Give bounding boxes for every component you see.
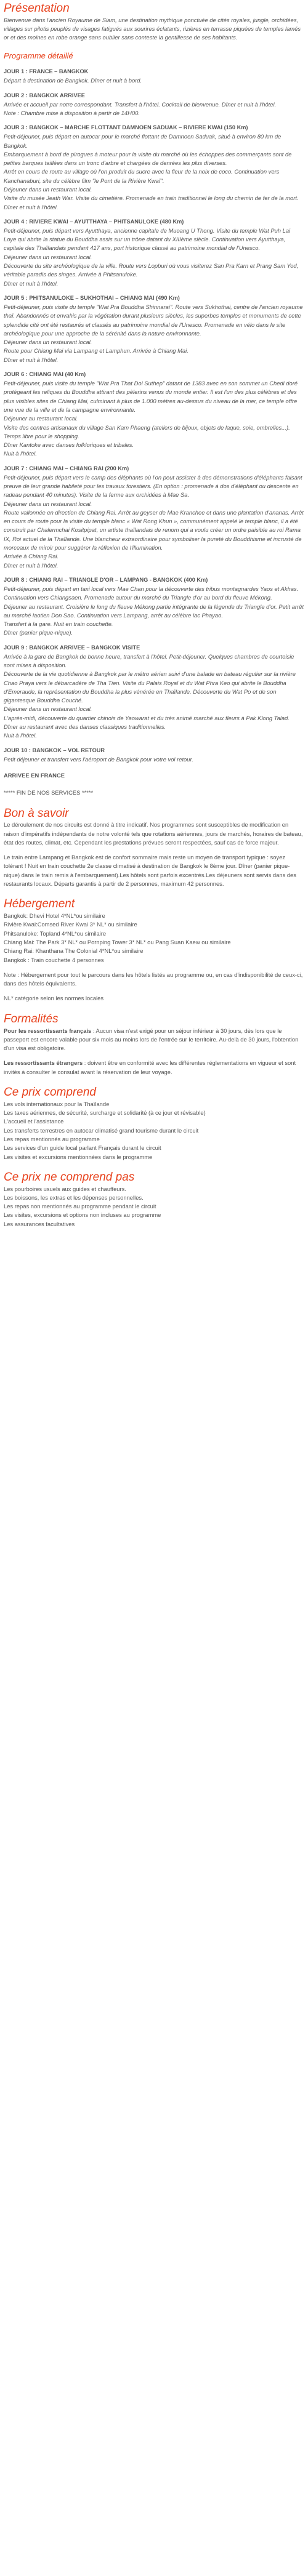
hotel-item: Bangkok: Dhevi Hotel 4*NL*ou similaire (4, 912, 105, 920)
not-included-item: Les boissons, les extras et les dépenses personnelles. (4, 1194, 144, 1201)
day-description: Petit déjeuner et transfert vers l'aéroport de Bangkok pour votre vol retour. (4, 755, 193, 763)
included-item: Les vols internationaux pour la Thaïlande (4, 1100, 110, 1107)
not-included-list (4, 1185, 304, 1229)
section-title-hebergement: Hébergement (4, 897, 75, 911)
hotel-item: Chiang Mai: The Park 3* NL* ou Pornping Tower 3* NL* ou Pang Suan Kaew ou similaire (4, 939, 231, 945)
page (0, 0, 308, 1240)
day-description: Petit-déjeuner, puis départ vers le camp des éléphants où l'on peut assister à des démonstrations d'éléphants faisant preuve de leur grande habileté pour les travaux forestiers. (En option : promenade à dos d'éléphant ou descente en radeau pendant 40 minutes). Visite de la ferme aux orchidées à Mae Sa. Déjeuner dans un restaurant local. Route vallonnée en direction de Chiang Rai. Arrêt au geyser de Mae Kranchee et dans une plantation d'ananas. Arrêt en cours de route pour la visite du temple blanc « Wat Rong Khun », communément appelé le temple blanc, il a été construit par Chalermchai Kositpipat, un artiste thaïlandais de renom qui a voulu créer un ordre paisible au roi Rama IX, Roi actuel de la Thaïlande. Une blancheur extraordinaire pour symboliser la pureté du Bouddhisme et incrusté de morceaux de miroir pour suggérer la réflexion de l'illumination. Arrivée à Chiang Rai. Dîner et nuit à l'hôtel. (4, 473, 304, 569)
day-description: Petit-déjeuner, puis visite du temple "Wat Pra Bouddha Shinnarai". Route vers Sukhothai, centre de l'ancien royaume thaï. Abandonnés et envahis par la végétation durant plusieurs siècles, les superbes temples et monuments de cette splendide cité ont été restaurés et classés au patrimoine mondial de l'Unesco. Promenade en vélo dans le site archéologique pour une approche de la sérénité dans la nature environnante. Déjeuner dans un restaurant local. Route pour Chiang Mai via Lampang et Lamphun. Arrivée à Chiang Mai. Dîner et nuit à l'hôtel. (4, 303, 303, 363)
end-of-services: ***** FIN DE NOS SERVICES ***** (4, 789, 94, 796)
section-title-bon-a-savoir: Bon à savoir (4, 806, 69, 820)
included-item: Les transferts terrestres en autocar climatisé grand tourisme durant le circuit (4, 1126, 199, 1134)
formalites-foreign-text: : doivent être en conformité avec les différentes réglementations en vigueur et sont invités à consulter le consulat avant la réservation de leur voyage. (4, 1059, 296, 1075)
day-block (4, 294, 304, 364)
not-included-item: Les repas non mentionnés au programme pendant le circuit (4, 1203, 156, 1210)
day-title: JOUR 7 : CHIANG MAI – CHIANG RAI (200 Km) (4, 465, 129, 471)
not-included-item: Les visites, excursions et options non incluses au programme (4, 1211, 161, 1219)
day-title: JOUR 2 : BANGKOK ARRIVEE (4, 92, 85, 98)
day-block (4, 576, 304, 638)
included-item: Les taxes aériennes, de sécurité, surcharge et solidarité (à ce jour et révisable) (4, 1109, 206, 1117)
hebergement-note: Note : Hébergement pour tout le parcours dans les hôtels listés au programme ou, en cas d'indisponibilité de ceux-ci, dans des hôtels équivalents. (4, 971, 303, 987)
day-title: JOUR 10 : BANGKOK – VOL RETOUR (4, 747, 105, 753)
section-title-presentation: Présentation (4, 2, 70, 15)
hotel-item: Phitsanuloke: Topland 4*NL*ou similaire (4, 929, 107, 937)
formalites-foreign-label: Les ressortissants étrangers (4, 1059, 83, 1067)
day-block (4, 68, 304, 85)
day-title: JOUR 4 : RIVIERE KWAI – AYUTTHAYA – PHITSANULOKE (480 Km) (4, 218, 184, 225)
included-item: L'accueil et l'assistance (4, 1118, 64, 1125)
formalites-french (4, 1027, 304, 1053)
bon-a-savoir-text-1: Le déroulement de nos circuits est donné à titre indicatif. Nos programmes sont susceptibles de modification en raison d'impératifs indépendants de notre volonté tels que rotations aériennes, jours de marchés, horaires de bateau, état des routes, climat, etc. Cependant les prestations prévues seront respectées, sauf cas de force majeur. (4, 821, 303, 846)
day-title: JOUR 1 : FRANCE – BANGKOK (4, 68, 89, 75)
formalites-french-label: Pour les ressortissants français (4, 1027, 92, 1034)
day-description: Arrivée et accueil par notre correspondant. Transfert à l'hôtel. Cocktail de bienvenue. Dîner et nuit à l'hôtel. Note : Chambre mise à disposition à partir de 14H00. (4, 100, 277, 116)
day-title: JOUR 6 : CHIANG MAI (40 Km) (4, 371, 86, 378)
day-description: Petit-déjeuner, puis visite du temple "Wat Pra That Doi Suthep" datant de 1383 avec en son sommet un Chedi doré protégeant les reliques du Bouddha attirant des pèlerins venus du monde entier. Il est l'un des plus célèbres et des plus visibles sites de Chiang Mai, culminant à plus de 1.000 mètres au-dessus du niveau de la mer, ce temple offre une vue de la ville et de la campagne environnante. Déjeuner au restaurant local. Visite des centres artisanaux du village San Kam Phaeng (ateliers de bijoux, objets de laque, soie, ombrelles...). Temps libre pour le shopping. Dîner Kantoke avec danses folkloriques et tribales. Nuit à l'hôtel. (4, 380, 298, 457)
day-description: Départ à destination de Bangkok. Dîner et nuit à bord. (4, 77, 142, 84)
hotel-item: Bangkok : Train couchette 4 personnes (4, 956, 104, 963)
hotel-item: Rivière Kwai:Comsed River Kwai 3* NL* ou similaire (4, 921, 137, 928)
intro-text: Bienvenue dans l'ancien Royaume de Siam, une destination mythique ponctuée de cités royales, jungle, orchidées, villages sur pilotis peuplés de visages fatigués aux sourires éclatants, rizières en terrasse piquées de temples lamés or et des moines en robe orange sans oublier sans conteste la gentillesse de ses habitants. (4, 16, 301, 41)
day-description: Petit-déjeuner, puis départ vers Ayutthaya, ancienne capitale de Muoang U Thong. Visite du temple Wat Puh Lai Loye qui abrite la statue du Bouddha assis sur un trône datant du XIIIème siècle. Continuation vers Ayutthaya, capitale des Thaïlandais pendant 417 ans, port historique classé au patrimoine mondial de l'Unesco. Déjeuner dans un restaurant local. Découverte du site archéologique de la ville. Route vers Lopburi où vous visiterez San Pra Karn et Prang Sam Yod, véritable paradis des singes. Arrivée à Phitsanuloke. Dîner et nuit à l'hôtel. (4, 227, 299, 287)
formalites-foreign (4, 1059, 304, 1077)
arrival-france: ARRIVEE EN FRANCE (4, 771, 65, 779)
day-block (4, 124, 304, 212)
section-title-programme: Programme détaillé (4, 50, 73, 60)
section-title-prix-comprend: Ce prix comprend (4, 1086, 96, 1099)
day-block (4, 218, 304, 288)
included-item: Les repas mentionnés au programme (4, 1135, 100, 1142)
hotel-item: Chiang Rai: Khanthana The Colonial 4*NL*ou similaire (4, 947, 144, 955)
hotel-list (4, 912, 304, 965)
included-item: Les services d'un guide local parlant Français durant le circuit (4, 1144, 161, 1152)
section-title-formalites: Formalités (4, 1012, 59, 1025)
day-block (4, 465, 304, 570)
day-list (4, 68, 304, 764)
day-title: JOUR 8 : CHIANG RAI – TRIANGLE D'OR – LAMPANG - BANGKOK (400 Km) (4, 576, 208, 583)
not-included-item: Les pourboires usuels aux guides et chauffeurs. (4, 1185, 126, 1192)
day-description: Arrivée à la gare de Bangkok de bonne heure, transfert à l'hôtel. Petit-déjeuner. Quelques chambres de courtoisie sont mises à disposition. Découverte de la vie quotidienne à Bangkok par le métro aérien suivi d'une balade en bateau régulier sur la rivière Chao Praya vers le débarcadère de Tha Tien. Visite du Palais Royal et du Wat Phra Keo qui abrite le Bouddha d'Emeraude, la représentation du Bouddha la plus vénérée en Thaïlande. Découverte du Wat Po et de son gigantesque Bouddha Couché. Déjeuner dans un restaurant local. L'après-midi, découverte du quartier chinois de Yaowarat et du très animé marché aux fleurs à Pak Klong Talad. Dîner au restaurant avec des danses classiques traditionnelles. Nuit à l'hôtel. (4, 652, 296, 739)
day-block (4, 644, 304, 740)
day-block (4, 92, 304, 118)
day-block (4, 371, 304, 459)
bon-a-savoir-text-2: Le train entre Lampang et Bangkok est de confort sommaire mais reste un moyen de transport typique : soyez tolérant ! Nuit en train couchette 2e classe climatisé à destination de Bangkok le 8ème jour. Dîner (panier pique-nique) dans le train remis à l'embarquement).Les hôtels sont parfois excentrés.Les déjeuners sont servis dans des restaurants locaux. Départs garantis à partir de 2 personnes, maximum 42 personnes. (4, 854, 296, 888)
day-description: Petit-déjeuner, puis départ en autocar pour le marché flottant de Damnoen Saduak, situé à environ 80 km de Bangkok. Embarquement à bord de pirogues à moteur pour la visite du marché où les échoppes des commerçants sont de petites barques taillées dans un tronc d'arbre et chargées de denrées les plus diverses. Arrêt en cours de route au village où l'on produit du sucre avec la fleur de la noix de coco. Continuation vers Kanchanaburi, site du célèbre film "le Pont de la Rivière Kwaï". Déjeuner dans un restaurant local. Visite du musée Jeath War. Visite du cimetière. Promenade en train traditionnel le long du chemin de fer de la mort. Dîner et nuit à l'hôtel. (4, 133, 299, 211)
nl-category-note: NL* catégorie selon les normes locales (4, 995, 104, 1002)
not-included-item: Les assurances facultatives (4, 1220, 75, 1227)
day-block (4, 747, 304, 764)
day-title: JOUR 5 : PHITSANULOKE – SUKHOTHAI – CHIANG MAI (490 Km) (4, 294, 180, 301)
day-title: JOUR 3 : BANGKOK – MARCHE FLOTTANT DAMNOEN SADUAK – RIVIERE KWAI (150 Km) (4, 124, 248, 131)
section-title-prix-ne-comprend: Ce prix ne comprend pas (4, 1170, 135, 1184)
day-title: JOUR 9 : BANGKOK ARRIVEE – BANGKOK VISITE (4, 644, 140, 651)
formalites-french-text: : Aucun visa n'est exigé pour un séjour inférieur à 30 jours, dès lors que le passeport est encore valable pour six mois au moins lors de l'entrée sur le territoire. Au-delà de 30 jours, l'obtention d'un visa est obligatoire. (4, 1027, 299, 1052)
day-description: Petit-déjeuner, puis départ en taxi local vers Mae Chan pour la découverte des tribus montagnardes Yaos et Akhas. Continuation vers Chiangsaen. Promenade autour du marché du Triangle d'or au bord du fleuve Mékong. Déjeuner au restaurant. Croisière le long du fleuve Mékong partie intégrante de la légende du Triangle d'or. Petit arrêt au marché laotien Don Sao. Continuation vers Lampang, arrêt au célèbre lac Phayao. Transfert à la gare. Nuit en train couchette. Dîner (panier pique-nique). (4, 585, 304, 636)
included-list (4, 1100, 304, 1162)
included-item: Les visites et excursions mentionnées dans le programme (4, 1153, 153, 1160)
